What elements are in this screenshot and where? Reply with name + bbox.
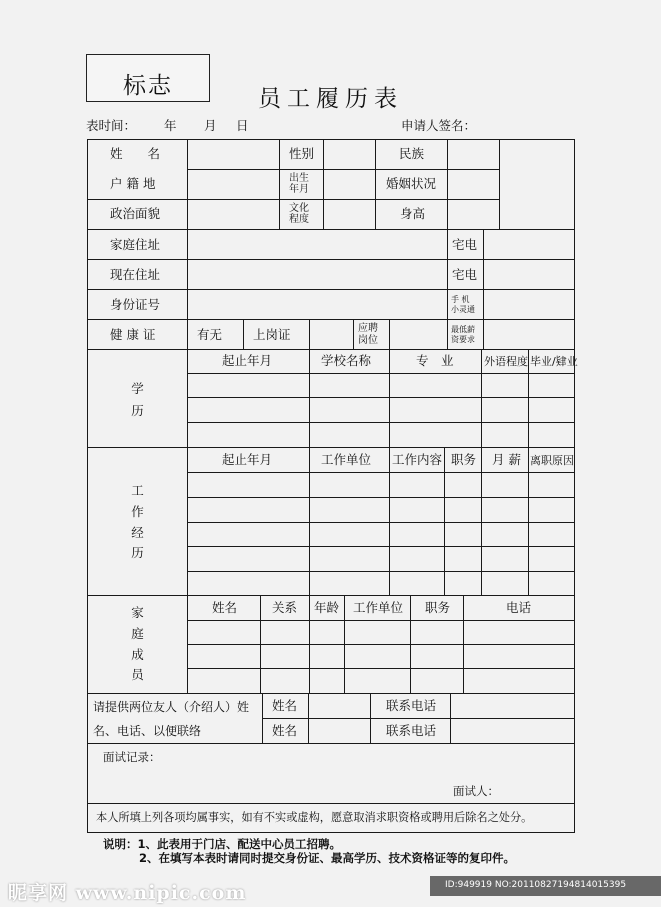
education-level-line1: 文化: [289, 203, 309, 214]
home-address-label: 家庭住址: [110, 237, 161, 252]
mobile-label-line2: 小灵通: [451, 305, 475, 314]
edu-col-major: 专 业: [416, 353, 454, 368]
current-phone-label: 宅电: [452, 267, 478, 282]
work-col-salary: 月 薪: [492, 452, 521, 467]
referee-prompt-line2: 名、电话、以便联络: [93, 724, 202, 738]
family-col-position: 职务: [425, 600, 451, 615]
family-col-relation: 关系: [272, 600, 298, 615]
interview-record-label: 面试记录：: [103, 750, 161, 764]
edu-col-graduation: 毕业/肄业: [530, 355, 578, 368]
work-side-label: 工 作 经 历: [131, 483, 144, 561]
birth-label-line1: 出生: [289, 173, 309, 184]
referee2-phone-label: 联系电话: [386, 723, 437, 738]
salary-label-line1: 最低薪: [451, 325, 475, 334]
work-col-content: 工作内容: [392, 452, 443, 467]
referee2-name-label: 姓名: [272, 723, 298, 738]
name-label: 姓 名: [110, 146, 161, 161]
health-cert-label: 健 康 证: [110, 327, 156, 342]
watermark-logo: 昵享网 www.nipic.com: [8, 882, 247, 904]
family-col-employer: 工作单位: [353, 600, 404, 615]
current-address-label: 现在住址: [110, 267, 161, 282]
referee1-phone-label: 联系电话: [386, 698, 437, 713]
education-side-label: 学 历: [131, 381, 144, 418]
logo-text: 标志: [123, 73, 173, 99]
education-level-line2: 程度: [289, 214, 309, 225]
birth-label-line2: 年月: [289, 184, 309, 195]
home-phone-label: 宅电: [452, 237, 478, 252]
family-col-name: 姓名: [212, 600, 238, 615]
edu-col-school: 学校名称: [321, 353, 372, 368]
hukou-label: 户 籍 地: [110, 176, 156, 191]
month-label: 月: [204, 118, 217, 133]
has-or-not-label: 有无: [197, 327, 223, 342]
height-label: 身高: [400, 206, 426, 221]
ethnicity-label: 民族: [399, 146, 425, 161]
applicant-sign-label: 申请人签名：: [401, 118, 477, 133]
family-col-age: 年龄: [314, 600, 340, 615]
position-label-line2: 岗位: [358, 335, 378, 346]
work-col-employer: 工作单位: [321, 452, 372, 467]
id-number-label: 身份证号: [110, 297, 161, 312]
marital-label: 婚姻状况: [386, 176, 437, 191]
family-side-label: 家 庭 成 员: [131, 605, 144, 683]
referee1-name-label: 姓名: [272, 698, 298, 713]
family-col-phone: 电话: [506, 600, 532, 615]
mobile-label-line1: 手 机: [451, 295, 470, 304]
edu-col-language: 外语程度: [484, 355, 528, 368]
referee-prompt-line1: 请提供两位友人（介绍人）姓: [93, 700, 250, 714]
interviewer-label: 面试人：: [453, 784, 499, 798]
edu-col-period: 起止年月: [222, 353, 273, 368]
salary-label-line2: 资要求: [451, 335, 475, 344]
day-label: 日: [236, 118, 249, 133]
work-col-period: 起止年月: [222, 452, 273, 467]
note-line2: 2、在填写本表时请同时提交身份证、最高学历、技术资格证等的复印件。: [139, 851, 515, 865]
work-col-leave-reason: 离职原因: [530, 454, 574, 467]
work-col-position: 职务: [451, 452, 477, 467]
note-line1: 说明：1、此表用于门店、配送中心员工招聘。: [103, 837, 341, 851]
declaration-text: 本人所填上列各项均属事实，如有不实或虚构，愿意取消求职资格或聘用后除名之处分。: [96, 811, 533, 824]
gender-label: 性别: [289, 146, 315, 161]
watermark-id: ID:949919 NO:20110827194814015395: [445, 880, 627, 890]
position-label-line1: 应聘: [358, 323, 378, 334]
form-title: 员工履历表: [258, 86, 403, 112]
work-permit-label: 上岗证: [253, 327, 291, 342]
fill-time-label: 表时间：: [86, 118, 137, 133]
political-label: 政治面貌: [110, 206, 161, 221]
year-label: 年: [164, 118, 177, 133]
logo-box: [86, 54, 210, 102]
